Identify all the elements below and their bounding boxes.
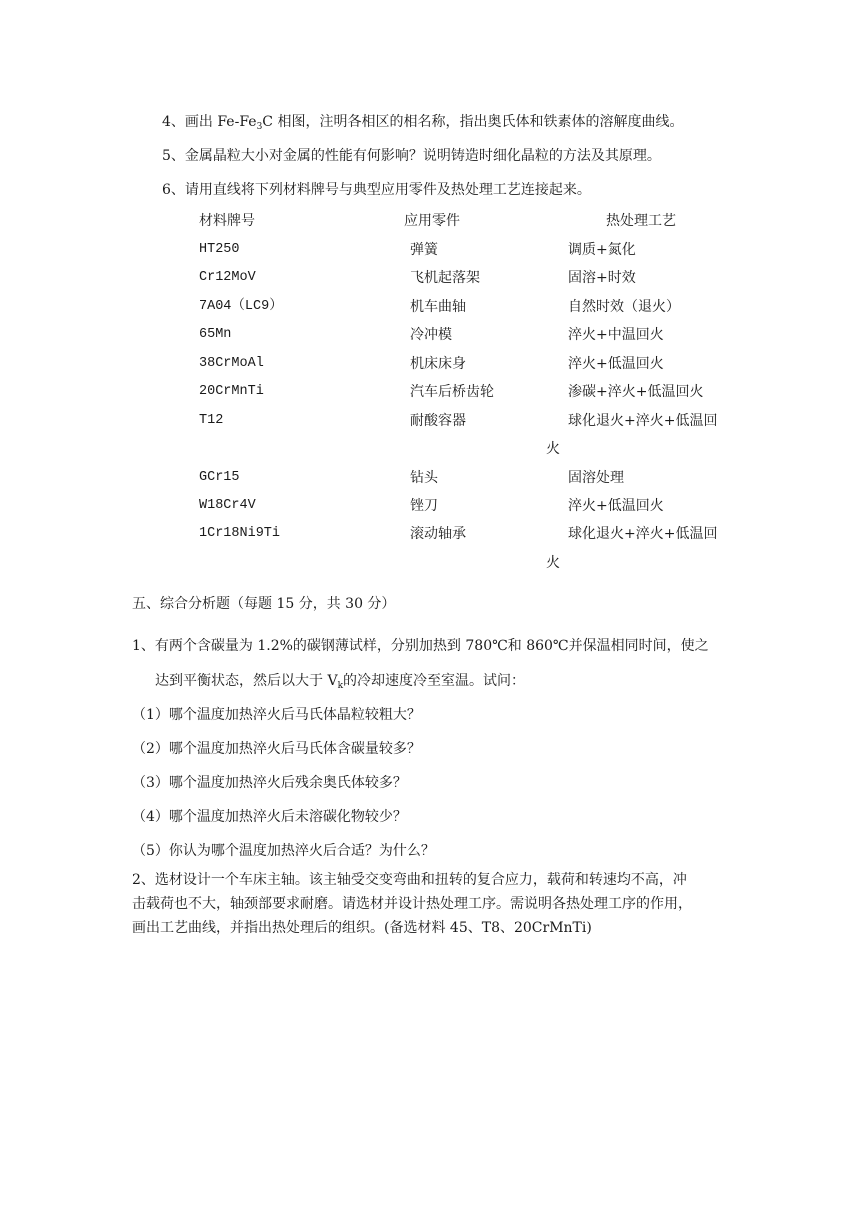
row-part: 弹簧: [410, 242, 438, 258]
question-4: [162, 112, 683, 137]
row-process: 淬火+低温回火: [568, 498, 664, 514]
row-process: 渗碳+淬火+低温回火: [568, 384, 704, 400]
row-part: 滚动轴承: [410, 526, 466, 542]
row-process: 球化退火+淬火+低温回: [568, 413, 718, 429]
row-process: 自然时效（退火）: [568, 299, 680, 315]
question-5: 5、金属晶粒大小对金属的性能有何影响？说明铸造时细化晶粒的方法及其原理。: [162, 148, 661, 164]
header-material: 材料牌号: [199, 213, 255, 229]
problem-2-line-3: 画出工艺曲线，并指出热处理后的组织。(备选材料 45、T8、20CrMnTi): [132, 920, 592, 936]
header-process: 热处理工艺: [606, 213, 676, 229]
problem-2-line-2: 击载荷也不大，轴颈部要求耐磨。请选材并设计热处理工序。需说明各热处理工序的作用，: [132, 896, 692, 912]
row-part: 耐酸容器: [410, 413, 466, 429]
sub-question: （3）哪个温度加热淬火后残余奥氏体较多？: [132, 775, 407, 791]
row-process: 固溶+时效: [568, 270, 636, 286]
row-material: 65Mn: [199, 327, 232, 342]
row-process-wrap: 火: [546, 555, 560, 571]
row-part: 机床床身: [410, 356, 466, 372]
row-part: 冷冲模: [410, 327, 452, 343]
problem-1-line-2: [155, 671, 525, 696]
row-material: 1Cr18Ni9Ti: [199, 526, 281, 541]
problem-1-line-2-post: 的冷却速度冷至室温。试问：: [343, 673, 526, 689]
row-process: 淬火+中温回火: [568, 327, 664, 343]
row-part: 汽车后桥齿轮: [410, 384, 494, 400]
section-heading: 五、综合分析题（每题 15 分，共 30 分）: [132, 596, 396, 612]
row-material: HT250: [199, 242, 240, 257]
row-part: 机车曲轴: [410, 299, 466, 315]
question-4-sub: 3: [256, 122, 263, 132]
question-4-post: C 相图，注明各相区的相名称，指出奥氏体和铁素体的溶解度曲线。: [262, 114, 684, 130]
question-6: 6、请用直线将下列材料牌号与典型应用零件及热处理工艺连接起来。: [162, 182, 591, 198]
problem-1-vk-sub: k: [337, 681, 344, 691]
row-process: 调质+氮化: [568, 242, 636, 258]
row-part: 飞机起落架: [410, 270, 480, 286]
header-part: 应用零件: [404, 213, 460, 229]
problem-1-line-1: 1、有两个含碳量为 1.2%的碳钢薄试样，分别加热到 780℃和 860℃并保温相同时间，使之: [132, 638, 709, 654]
sub-question: （2）哪个温度加热淬火后马氏体含碳量较多？: [132, 741, 421, 757]
sub-question: （1）哪个温度加热淬火后马氏体晶粒较粗大？: [132, 707, 421, 723]
row-part: 锉刀: [410, 498, 438, 514]
sub-question: （5）你认为哪个温度加热淬火后合适？为什么？: [132, 843, 435, 859]
row-process-wrap: 火: [546, 441, 560, 457]
row-process: 球化退火+淬火+低温回: [568, 526, 718, 542]
row-material: 7A04（LC9）: [199, 299, 283, 314]
row-material: 20CrMnTi: [199, 384, 264, 399]
row-process: 淬火+低温回火: [568, 356, 664, 372]
sub-question: （4）哪个温度加热淬火后未溶碳化物较少？: [132, 809, 407, 825]
problem-1-line-2-pre: 达到平衡状态，然后以大于 V: [155, 673, 338, 689]
row-material: Cr12MoV: [199, 270, 256, 285]
row-material: 38CrMoAl: [199, 356, 264, 371]
row-process: 固溶处理: [568, 470, 624, 486]
row-material: W18Cr4V: [199, 498, 256, 513]
row-part: 钻头: [410, 470, 438, 486]
row-material: GCr15: [199, 470, 240, 485]
question-4-pre: 4、画出 Fe-Fe: [162, 114, 257, 130]
row-material: T12: [199, 413, 224, 428]
problem-2-line-1: 2、选材设计一个车床主轴。该主轴受交变弯曲和扭转的复合应力，载荷和转速均不高，冲: [132, 872, 687, 888]
